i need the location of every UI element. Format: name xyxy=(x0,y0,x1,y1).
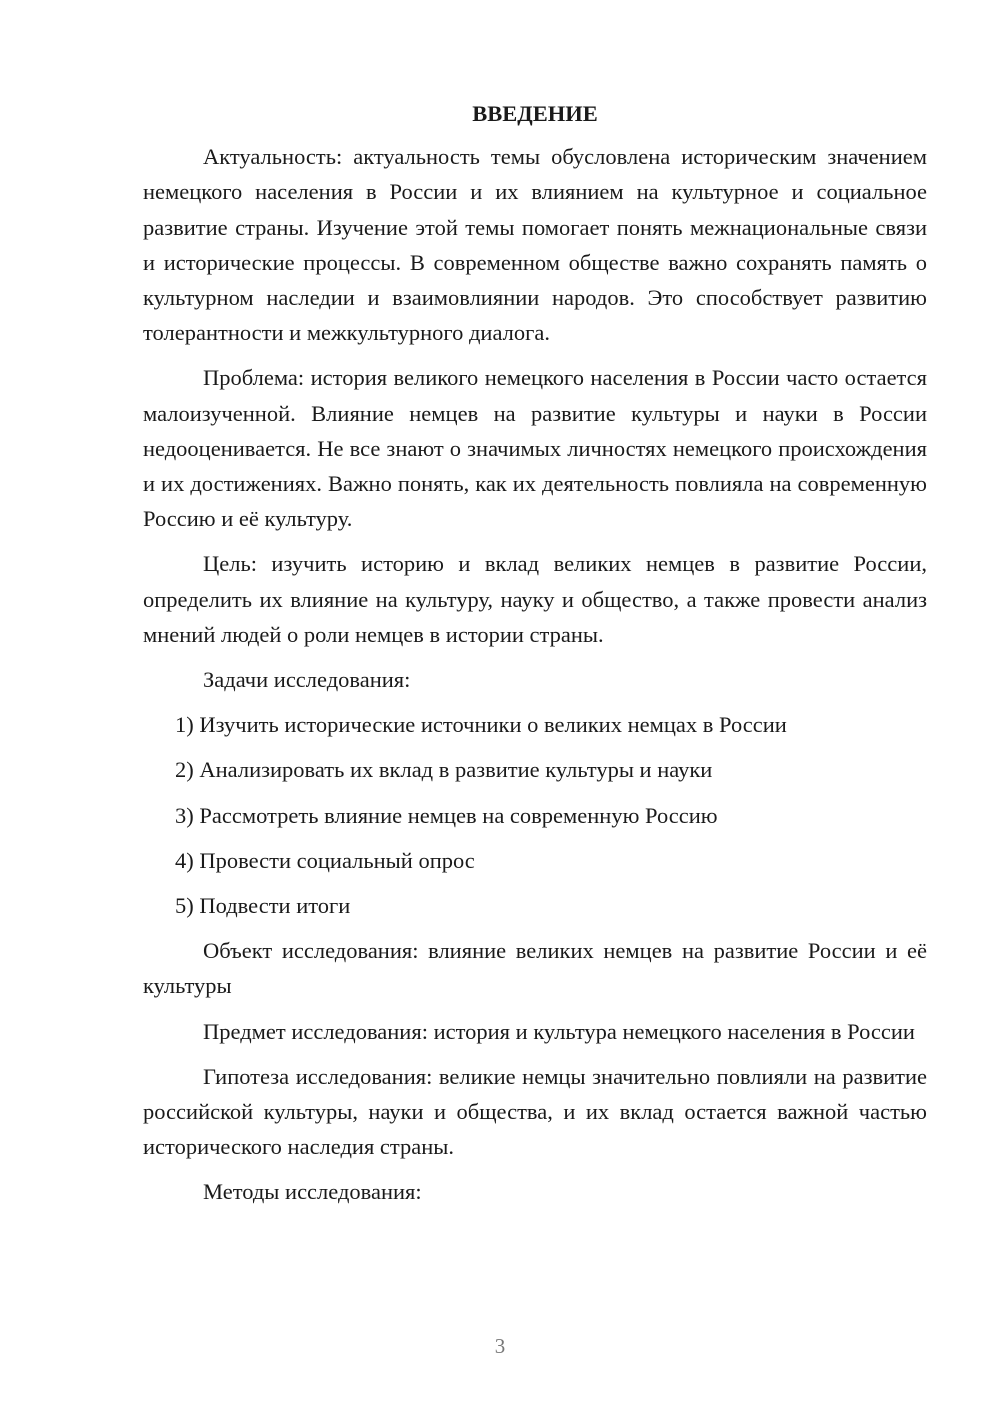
document-page xyxy=(143,96,927,1220)
paragraph-goal: Цель: изучить историю и вклад великих немцев в развитие России, определить их влияние на культуру, науку и общество, а также провести анализ мнений людей о роли немцев в истории страны. xyxy=(143,551,927,647)
list-item: 2) Анализировать их вклад в развитие культуры и науки xyxy=(175,757,713,783)
list-item: 3) Рассмотреть влияние немцев на современную Россию xyxy=(175,802,718,828)
list-item: 4) Провести социальный опрос xyxy=(175,847,475,873)
page-number: 3 xyxy=(494,1334,506,1358)
paragraph-relevance: Актуальность: актуальность темы обусловлена историческим значением немецкого населения в России и их влиянием на культурное и социальное развитие страны. Изучение этой темы помогает понять межнациональные связи и исторические процессы. В современном обществе важно сохранять память о культурном наследии и взаимовлиянии народов. Это способствует развитию толерантности и межкультурного диалога. xyxy=(143,144,927,346)
paragraph-problem: Проблема: история великого немецкого населения в России часто остается малоизученной. Влияние немцев на развитие культуры и науки в России недооценивается. Не все знают о значимых личностях немецкого происхождения и их достижениях. Важно понять, как их деятельность повлияла на современную Россию и её культуру. xyxy=(143,365,927,532)
list-item: 5) Подвести итоги xyxy=(175,893,351,919)
paragraph-subject: Предмет исследования: история и культура немецкого населения в России xyxy=(203,1018,915,1044)
list-item: 1) Изучить исторические источники о великих немцах в России xyxy=(175,712,787,738)
section-title: ВВЕДЕНИЕ xyxy=(472,101,598,126)
methods-heading: Методы исследования: xyxy=(203,1179,422,1205)
paragraph-object: Объект исследования: влияние великих немцев на развитие России и её культуры xyxy=(143,938,927,999)
tasks-list xyxy=(143,707,927,923)
paragraph-hypothesis: Гипотеза исследования: великие немцы значительно повлияли на развитие российской культуры, науки и общества, и их вклад остается важной частью исторического наследия страны. xyxy=(143,1063,927,1160)
tasks-heading: Задачи исследования: xyxy=(203,667,411,693)
